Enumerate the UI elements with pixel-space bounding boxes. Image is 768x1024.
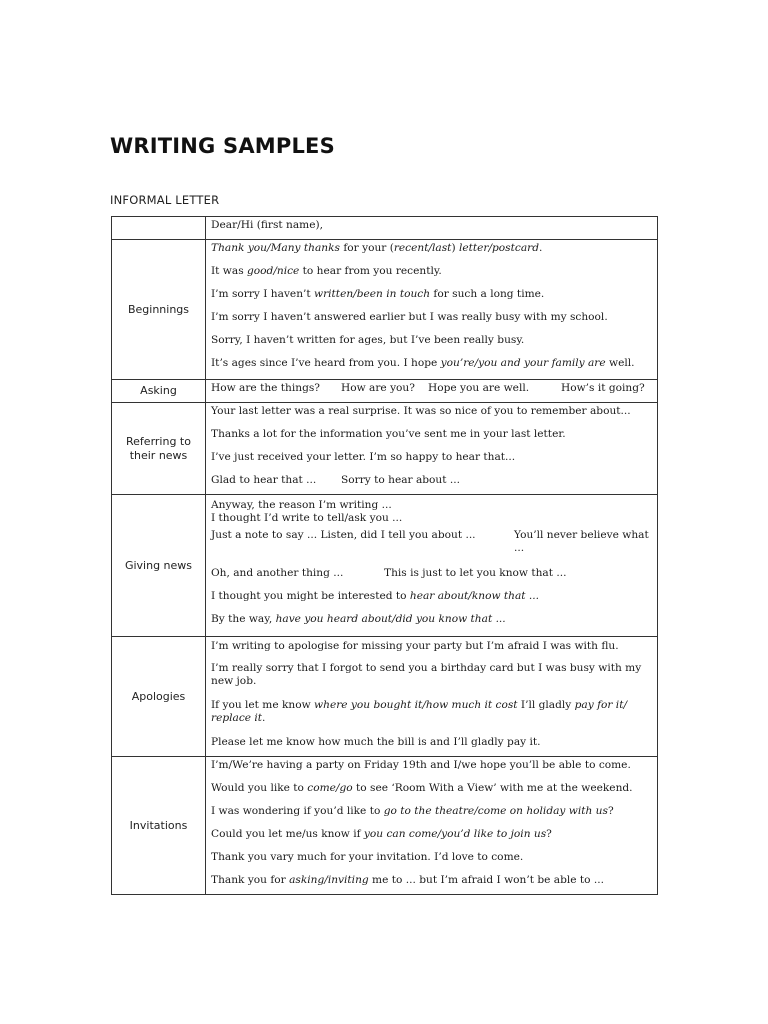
text-segment: Please let me know how much the bill is and I’ll gladly pay it. xyxy=(211,735,541,748)
text-segment: This is just to let you know that ... xyxy=(384,566,567,579)
text-segment: Would you like to xyxy=(211,782,308,794)
text-segment: you can come/you’d like to join us xyxy=(363,828,547,840)
phrase-line xyxy=(211,242,651,265)
text-segment: By the way, xyxy=(211,612,276,625)
table-row xyxy=(112,637,658,757)
phrase-line xyxy=(211,851,651,874)
phrase-line xyxy=(211,499,651,529)
text-segment: well. xyxy=(605,357,635,369)
category-cell: Giving news xyxy=(112,495,206,637)
phrase-column xyxy=(561,382,661,400)
phrase-column xyxy=(514,529,662,567)
text-segment: Sorry to hear about ... xyxy=(341,474,460,486)
phrase-line xyxy=(211,334,651,357)
category-cell: Asking xyxy=(112,380,206,403)
category-cell: Apologies xyxy=(112,637,206,757)
phrase-column xyxy=(384,567,654,590)
text-segment: . xyxy=(262,712,266,724)
category-cell: Referring to their news xyxy=(112,403,206,495)
phrase-line xyxy=(211,451,651,474)
text-segment: recent/last xyxy=(393,242,452,254)
text-segment: pay for it/ replace it xyxy=(211,698,628,724)
text-segment: I thought you might be interested to xyxy=(211,589,410,602)
phrase-line xyxy=(211,613,651,633)
text-segment: I’m really sorry that I forgot to send you a birthday card but I was busy with my new job. xyxy=(211,661,642,687)
phrase-line xyxy=(211,590,651,613)
text-segment: You’ll never believe what ... xyxy=(514,528,649,554)
phrases-cell xyxy=(206,495,658,637)
phrases-cell xyxy=(206,757,658,895)
category-cell: Beginnings xyxy=(112,240,206,380)
text-segment: Thanks a lot for the information you’ve sent me in your last letter. xyxy=(211,428,566,440)
phrase-line xyxy=(211,265,651,288)
text-segment: to hear from you recently. xyxy=(299,265,442,277)
table-row xyxy=(112,757,658,895)
phrase-line xyxy=(211,529,651,567)
text-segment: ) xyxy=(451,242,459,254)
text-segment: hear about/know that ... xyxy=(409,589,540,602)
phrases-cell xyxy=(206,637,658,757)
phrase-column xyxy=(211,567,384,590)
phrase-line xyxy=(211,874,651,892)
text-segment: It was xyxy=(211,265,247,277)
text-segment: come/go xyxy=(307,782,353,794)
phrase-line xyxy=(211,288,651,311)
phrase-column xyxy=(428,382,561,400)
phrase-line xyxy=(211,311,651,334)
phrase-line xyxy=(211,640,651,662)
text-segment: for such a long time. xyxy=(430,288,545,300)
text-segment: Thank you/Many thanks xyxy=(211,242,340,254)
text-segment: Thank you for xyxy=(211,874,290,886)
phrase-line xyxy=(211,662,651,699)
text-segment: Glad to hear that ... xyxy=(211,474,317,486)
text-segment: go to the theatre/come on holiday with us xyxy=(383,805,608,817)
text-segment: I’m writing to apologise for missing your party but I’m afraid I was with flu. xyxy=(211,639,619,652)
phrase-line xyxy=(211,759,651,782)
phrases-cell xyxy=(206,240,658,380)
phrase-line xyxy=(211,382,651,400)
text-segment: to see ‘Room With a View’ with me at the weekend. xyxy=(352,782,633,794)
phrase-column xyxy=(211,382,341,400)
phrases-table-body xyxy=(112,217,658,895)
text-segment: It’s ages since I’ve heard from you. I hope xyxy=(211,357,441,369)
table-row xyxy=(112,240,658,380)
table-row xyxy=(112,217,658,240)
text-segment: I’ve just received your letter. I’m so happy to hear that... xyxy=(211,451,516,463)
text-segment: letter/postcard xyxy=(458,242,539,254)
text-segment: Oh, and another thing ... xyxy=(211,566,344,579)
text-segment: I’m/We’re having a party on Friday 19th and I/we hope you’ll be able to come. xyxy=(211,759,631,771)
text-segment: ? xyxy=(546,828,552,840)
phrase-line xyxy=(211,219,651,237)
phrase-column xyxy=(341,382,428,400)
text-segment: Dear/Hi (first name), xyxy=(211,219,323,231)
phrase-line xyxy=(211,567,651,590)
text-segment: I’ll gladly xyxy=(517,698,575,711)
text-segment: written/been in touch xyxy=(314,288,431,300)
phrase-line xyxy=(211,405,651,428)
table-row xyxy=(112,403,658,495)
text-segment: If you let me know xyxy=(211,698,315,711)
phrase-column xyxy=(211,474,341,492)
text-segment: asking/inviting xyxy=(289,874,369,886)
phrase-line xyxy=(211,428,651,451)
text-segment: Hope you are well. xyxy=(428,382,530,394)
phrase-line xyxy=(211,736,651,754)
text-segment: me to ... but I’m afraid I won’t be able to ... xyxy=(368,874,605,886)
phrase-line xyxy=(211,828,651,851)
text-segment: . xyxy=(538,242,543,254)
text-segment: you’re/you and your family are xyxy=(440,357,606,369)
text-segment: Your last letter was a real surprise. It was so nice of you to remember about... xyxy=(211,405,631,417)
table-row xyxy=(112,495,658,637)
phrase-column xyxy=(341,474,491,492)
table-row xyxy=(112,380,658,403)
text-segment: ? xyxy=(607,805,614,817)
text-segment: I was wondering if you’d like to xyxy=(211,805,384,817)
text-segment: Could you let me/us know if xyxy=(211,828,364,840)
phrase-line xyxy=(211,474,651,492)
text-segment: good/nice xyxy=(247,265,300,277)
text-segment: have you heard about/did you know that ... xyxy=(275,612,506,625)
phrase-column xyxy=(211,529,514,567)
category-cell: Invitations xyxy=(112,757,206,895)
text-segment: I’m sorry I haven’t answered earlier but I was really busy with my school. xyxy=(211,311,608,323)
text-segment: Anyway, the reason I’m writing ... I thought I’d write to tell/ask you ... xyxy=(211,498,403,524)
page-title: WRITING SAMPLES xyxy=(110,134,335,158)
phrases-cell xyxy=(206,403,658,495)
text-segment: I’m sorry I haven’t xyxy=(211,288,315,300)
phrases-cell xyxy=(206,217,658,240)
text-segment: where you bought it/how much it cost xyxy=(314,698,518,711)
category-cell xyxy=(112,217,206,240)
phrase-line xyxy=(211,805,651,828)
text-segment: How are the things? xyxy=(211,382,320,394)
phrases-table xyxy=(111,216,658,895)
phrase-line xyxy=(211,699,651,736)
section-title: INFORMAL LETTER xyxy=(110,193,220,207)
text-segment: Thank you vary much for your invitation. I’d love to come. xyxy=(211,851,524,863)
text-segment: Just a note to say ... Listen, did I tell you about ... xyxy=(211,528,476,541)
text-segment: How’s it going? xyxy=(561,382,645,394)
text-segment: How are you? xyxy=(341,382,415,394)
text-segment: Sorry, I haven’t written for ages, but I’ve been really busy. xyxy=(211,334,525,346)
phrase-line xyxy=(211,357,651,377)
phrases-cell xyxy=(206,380,658,403)
text-segment: for your ( xyxy=(339,242,394,254)
phrase-line xyxy=(211,782,651,805)
